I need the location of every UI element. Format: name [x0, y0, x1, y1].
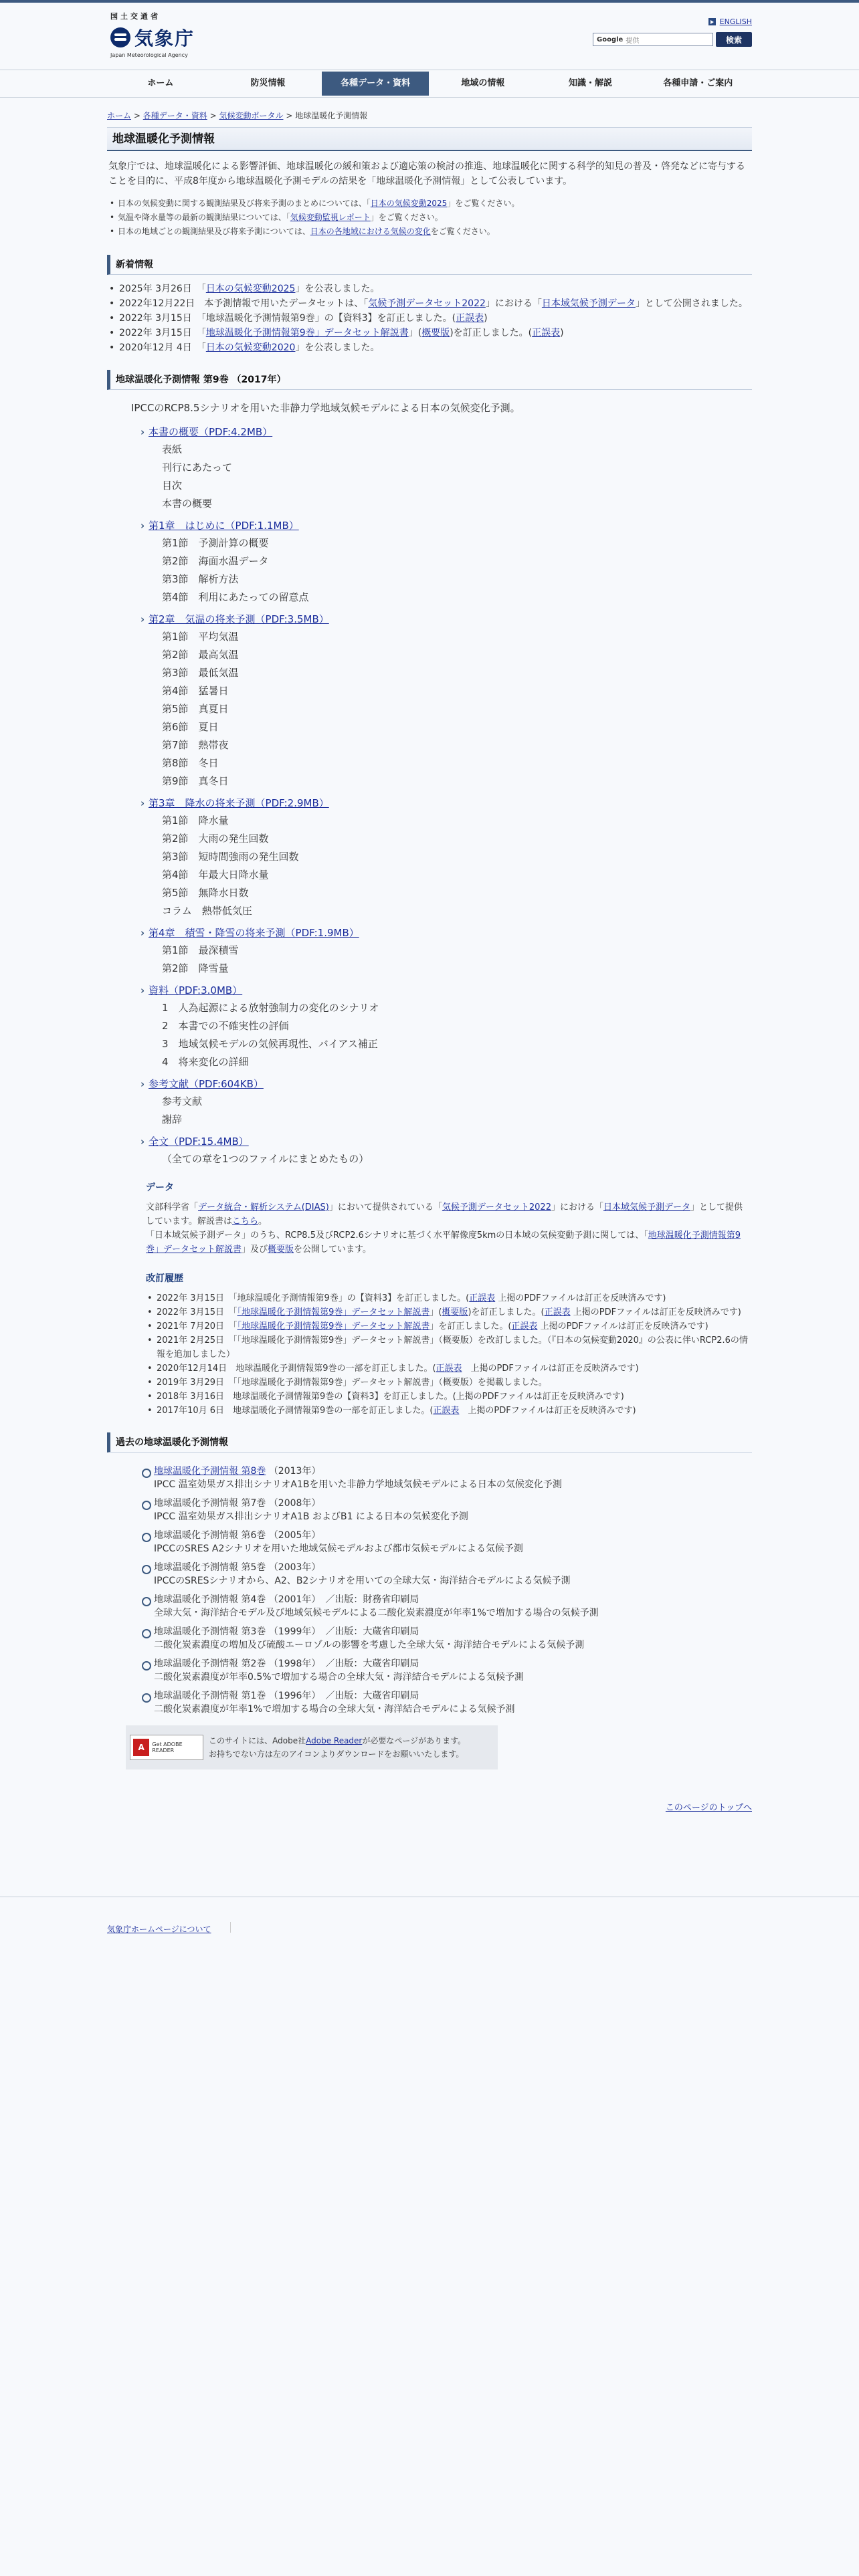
revision-item — [146, 1376, 752, 1390]
nav-item-1[interactable]: 防災情報 — [250, 78, 286, 88]
news-list — [107, 282, 752, 355]
text: 」をご覧ください。 — [370, 213, 443, 222]
page-title: 地球温暖化予測情報 — [107, 127, 752, 151]
breadcrumb-sep: > — [133, 111, 140, 120]
past-volume-title — [154, 1497, 752, 1510]
text: ) — [560, 328, 564, 338]
toc-group — [140, 1075, 752, 1129]
past-volume-item — [140, 1561, 752, 1588]
text: 「 — [201, 328, 206, 338]
past-volume-title-text: 地球温暖化予測情報 第5巻 （2003年） — [154, 1562, 321, 1573]
text: 」として提供しています。解説書は — [146, 1202, 743, 1226]
toc-subitem: 本書の概要 — [162, 498, 213, 510]
past-volume-item — [140, 1625, 752, 1652]
toc-group — [140, 611, 752, 790]
text: 「 — [233, 1321, 237, 1331]
past-volume-item — [140, 1497, 752, 1523]
global-nav — [0, 70, 859, 98]
revision-item — [146, 1404, 752, 1418]
revision-item — [146, 1362, 752, 1376]
data-paragraph-2 — [146, 1228, 745, 1257]
past-volume-title — [154, 1529, 752, 1542]
toc-group — [140, 794, 752, 920]
past-volume-title-text: 地球温暖化予測情報 第2巻 （1998年） ／出版：大蔵省印刷局 — [154, 1658, 419, 1669]
text: 日本の気候変動に関する観測結果及び将来予測のまとめについては、「 — [118, 199, 371, 208]
revision-link[interactable]: 正誤表 — [469, 1293, 496, 1303]
past-volume-desc: IPCCのSRES A2シナリオを用いた地域気候モデルおよび都市気候モデルによる気候予測 — [154, 1543, 523, 1554]
agency-name-en: Japan Meteorological Agency — [110, 52, 188, 58]
footer-about-link[interactable]: 気象庁ホームページについて — [107, 1925, 211, 1934]
toc-subitem: コラム 熱帯低気圧 — [162, 905, 252, 917]
news-date: 2022年 3月15日 — [119, 313, 192, 324]
nav-item-0[interactable]: ホーム — [147, 78, 174, 88]
news-item — [107, 296, 752, 311]
text: 日本の地域ごとの観測結果及び将来予測については、 — [118, 227, 310, 236]
past-volume-title — [154, 1657, 752, 1671]
breadcrumb-sep: > — [209, 111, 217, 120]
news-date: 2020年12月 4日 — [119, 342, 192, 353]
past-volume-desc: IPCC 温室効果ガス排出シナリオA1Bを用いた非静力学地域気候モデルによる日本の気候変化予測 — [154, 1479, 562, 1490]
revision-link[interactable]: 正誤表 — [433, 1406, 460, 1416]
text: )を訂正しました。( — [468, 1307, 545, 1317]
revision-date: 2020年12月14日 — [157, 1364, 227, 1374]
related-link[interactable]: 日本の気候変動2025 — [370, 199, 448, 208]
past-volume-title-text: 地球温暖化予測情報 第7巻 （2008年） — [154, 1498, 321, 1509]
toc-subitem: 第9節 真冬日 — [162, 775, 229, 787]
revision-item — [146, 1291, 752, 1305]
related-item — [107, 197, 752, 211]
adobe-icon: A — [133, 1739, 149, 1756]
text: )を訂正しました。( — [450, 328, 533, 338]
revision-list — [146, 1291, 752, 1418]
news-item — [107, 282, 752, 296]
toc-pdf-link[interactable]: › 全文（PDF:15.4MB） — [140, 1133, 752, 1150]
text: 」( — [408, 328, 422, 338]
toc-subitem: 第2節 降雪量 — [162, 962, 229, 974]
breadcrumb-current: 地球温暖化予測情報 — [295, 111, 368, 120]
past-heading: 過去の地球温暖化予測情報 — [107, 1432, 752, 1453]
toc-group — [140, 924, 752, 978]
toc-subitem: （全ての章を1つのファイルにまとめたもの） — [162, 1153, 369, 1165]
arrow-icon — [708, 18, 716, 25]
text: 「 — [201, 342, 206, 353]
news-link[interactable]: 気候予測データセット2022 — [368, 298, 486, 309]
text: 「「地球温暖化予測情報第9巻」データセット解説書」（概要版）を掲載しました。 — [233, 1378, 547, 1388]
related-links — [107, 197, 752, 239]
revision-date: 2021年 7月20日 — [157, 1321, 225, 1331]
toc-pdf-link[interactable]: › 第2章 気温の将来予測（PDF:3.5MB） — [140, 611, 752, 628]
data-paragraph-1 — [146, 1200, 745, 1228]
adobe-reader-link[interactable]: Adobe Reader — [306, 1736, 363, 1745]
past-volume-item — [140, 1593, 752, 1620]
text: 文部科学省「 — [146, 1202, 199, 1212]
past-volume-title — [154, 1689, 752, 1703]
toc-group — [140, 423, 752, 513]
manual-link[interactable]: こちら — [231, 1216, 258, 1226]
text: 「「地球温暖化予測情報第9巻」データセット解説書」（概要版）を改訂しました。（『日本の気候変動2020』の公表に伴いRCP2.6の情報を追加しました） — [157, 1335, 748, 1360]
related-item — [107, 211, 752, 225]
intro-text: 気象庁では、地球温暖化による影響評価、地球温暖化の緩和策および適応策の検討の推進、地球温暖化に関する科学的知見の普及・啓発などに寄与することを目的に、平成8年度から地球温暖化予測モデルの結果を「地球温暖化予測情報」として公表しています。 — [108, 161, 745, 187]
toc-pdf-link[interactable]: › 本書の概要（PDF:4.2MB） — [140, 423, 752, 441]
related-link[interactable]: 日本の各地域における気候の変化 — [310, 227, 431, 236]
past-volume-title-text: （2013年） — [268, 1466, 321, 1477]
breadcrumb — [107, 110, 752, 123]
breadcrumb-home[interactable]: ホーム — [107, 111, 132, 120]
past-volumes-list — [140, 1465, 752, 1716]
data-heading: データ — [146, 1182, 174, 1193]
toc-subitem: 表紙 — [162, 443, 183, 455]
text: 」( — [430, 1307, 442, 1317]
revision-date: 2021年 2月25日 — [157, 1335, 225, 1346]
text: 」における「 — [485, 298, 542, 309]
related-link[interactable]: 気候変動監視レポート — [290, 213, 371, 222]
toc-pdf-link[interactable]: › 第1章 はじめに（PDF:1.1MB） — [140, 517, 752, 534]
text: 地球温暖化予測情報第9巻の一部を訂正しました。( — [233, 1406, 434, 1416]
summary-link[interactable]: 概要版 — [268, 1245, 294, 1255]
revision-item — [146, 1319, 752, 1333]
past-volume-item — [140, 1689, 752, 1716]
adobe-notice — [126, 1725, 498, 1769]
past-volume-title — [154, 1465, 752, 1478]
news-link[interactable]: 日本域気候予測データ — [541, 298, 636, 309]
revision-item — [146, 1333, 752, 1362]
toc-subitem: 第6節 夏日 — [162, 721, 219, 733]
dataset-manual-link[interactable]: 地球温暖化予測情報第9巻」データセット解説書 — [146, 1230, 741, 1255]
search-input[interactable] — [593, 33, 713, 46]
toc-pdf-link[interactable]: › 第4章 積雪・降雪の将来予測（PDF:1.9MB） — [140, 924, 752, 942]
revision-link[interactable]: 正誤表 — [511, 1321, 538, 1331]
text: 」及び — [242, 1245, 268, 1255]
ministry-name: 国土交通省 — [110, 12, 161, 21]
text: 。 — [258, 1216, 267, 1226]
revision-item — [146, 1305, 752, 1319]
toc-subitem: 第1節 予測計算の概要 — [162, 537, 269, 549]
revision-link[interactable]: 「地球温暖化予測情報第9巻」データセット解説書 — [237, 1321, 430, 1331]
text: このサイトには、Adobe社 — [209, 1736, 306, 1745]
past-volume-item — [140, 1657, 752, 1684]
toc-subitem: 4 将来変化の詳細 — [162, 1056, 249, 1068]
toc-subitem: 第4節 猛暑日 — [162, 685, 229, 697]
past-volume-title-text: 地球温暖化予測情報 第1巻 （1996年） ／出版：大蔵省印刷局 — [154, 1691, 419, 1701]
toc-subitem: 第2節 海面水温データ — [162, 555, 269, 567]
past-volume-title-text: 地球温暖化予測情報 第6巻 （2005年） — [154, 1530, 321, 1541]
news-link[interactable]: 正誤表 — [532, 328, 561, 338]
past-volume-item — [140, 1465, 752, 1491]
news-date: 2022年12月22日 — [119, 298, 195, 309]
adobe-line-2: お持ちでない方は左のアイコンよりダウンロードをお願いいたします。 — [209, 1749, 464, 1759]
main-content — [107, 110, 752, 1815]
text: 上掲のPDFファイルは訂正を反映済みです) — [537, 1321, 708, 1331]
text: 」をご覧ください。 — [447, 199, 520, 208]
toc-subitem: 第1節 最深積雪 — [162, 944, 239, 956]
page-top-link-wrap — [107, 1800, 752, 1815]
toc-subitem: 1 人為起源による放射強制力の変化のシナリオ — [162, 1002, 379, 1014]
news-link[interactable]: 正誤表 — [456, 313, 484, 324]
text: 「地球温暖化予測情報第9巻」の【資料3】を訂正しました。( — [233, 1293, 470, 1303]
revision-link[interactable]: 「地球温暖化予測情報第9巻」データセット解説書 — [237, 1307, 430, 1317]
text: 上掲のPDFファイルは訂正を反映済みです) — [570, 1307, 741, 1317]
toc-pdf-link[interactable]: › 第3章 降水の将来予測（PDF:2.9MB） — [140, 794, 752, 812]
toc-group — [140, 517, 752, 607]
search-placeholder: 提供 — [626, 37, 640, 45]
text: 」として公開されました。 — [635, 298, 748, 309]
news-date: 2022年 3月15日 — [119, 328, 192, 338]
english-link-text[interactable]: ENGLISH — [719, 17, 752, 26]
past-volume-desc: 全球大気・海洋結合モデル及び地域気候モデルによる二酸化炭素濃度が年率1%で増加する場合の気候予測 — [154, 1608, 599, 1618]
jma-logo-icon — [110, 27, 130, 47]
text: 「地球温暖化予測情報第9巻」の【資料3】を訂正しました。( — [201, 313, 456, 324]
text: 「日本域気候予測データ」のうち、RCP8.5及びRCP2.6シナリオに基づく水平解像度5kmの日本域の気候変動予測に関しては、「 — [146, 1230, 648, 1241]
toc-subitem: 第4節 利用にあたっての留意点 — [162, 591, 309, 603]
toc-subitem: 第8節 冬日 — [162, 757, 219, 769]
toc-subitem: 参考文献 — [162, 1095, 203, 1107]
text: 」を訂正しました。( — [430, 1321, 512, 1331]
text: 」における「 — [551, 1202, 603, 1212]
toc-subitem: 第3節 最低気温 — [162, 667, 239, 679]
text: ) — [484, 313, 488, 324]
vol9-description: IPCCのRCP8.5シナリオを用いた非静力学地域気候モデルによる日本の気候変化予測。 — [131, 402, 520, 414]
toc-group — [140, 1133, 752, 1168]
footer-separator — [230, 1922, 231, 1933]
adobe-text — [209, 1734, 466, 1761]
breadcrumb-sep: > — [286, 111, 293, 120]
past-volume-desc: 二酸化炭素濃度の増加及び硫酸エーロゾルの影響を考慮した全球大気・海洋結合モデルによる気候予測 — [154, 1640, 585, 1650]
text: が必要なページがあります。 — [362, 1736, 466, 1745]
search-button[interactable]: 検索 — [716, 32, 752, 47]
text: 上掲のPDFファイルは訂正を反映済みです) — [462, 1364, 639, 1374]
site-header — [107, 3, 752, 70]
past-volume-title-text: 地球温暖化予測情報 第4巻 （2001年） ／出版：財務省印刷局 — [154, 1594, 419, 1605]
toc-pdf-link[interactable]: › 参考文献（PDF:604KB） — [140, 1075, 752, 1093]
revision-date: 2018年 3月16日 — [157, 1392, 225, 1402]
toc-subitem: 刊行にあたって — [162, 461, 233, 473]
toc-subitem: 第2節 最高気温 — [162, 649, 239, 661]
news-link[interactable]: 概要版 — [421, 328, 450, 338]
revision-date: 2022年 3月15日 — [157, 1307, 225, 1317]
toc-subitem: 第4節 年最大日降水量 — [162, 869, 269, 881]
breadcrumb-portal[interactable]: 気候変動ポータル — [219, 111, 284, 120]
past-volume-desc: IPCC 温室効果ガス排出シナリオA1B およびB1 による日本の気候変化予測 — [154, 1511, 468, 1522]
text: をご覧ください。 — [430, 227, 495, 236]
related-item — [107, 225, 752, 239]
site-logo[interactable] — [110, 11, 231, 58]
text: 「 — [233, 1307, 237, 1317]
toc-subitem: 第3節 短時間強雨の発生回数 — [162, 851, 299, 863]
past-volume-title — [154, 1593, 752, 1606]
toc-subitem: 第1節 降水量 — [162, 815, 229, 827]
text: を公開しています。 — [294, 1245, 372, 1255]
nav-item-4[interactable]: 知識・解説 — [569, 78, 613, 88]
text: 地球温暖化予測情報第9巻の一部を訂正しました。( — [235, 1364, 436, 1374]
past-volume-desc: 二酸化炭素濃度が年率0.5%で増加する場合の全球大気・海洋結合モデルによる気候予測 — [154, 1672, 524, 1683]
page-top-link[interactable]: このページのトップへ — [665, 1803, 752, 1813]
toc-subitem: 3 地域気候モデルの気候再現性、バイアス補正 — [162, 1038, 378, 1050]
revision-date: 2019年 3月29日 — [157, 1378, 225, 1388]
text: 」を公表しました。 — [295, 284, 380, 294]
text: 気温や降水量等の最新の観測結果については、「 — [118, 213, 290, 222]
text: 地球温暖化予測情報第9巻の【資料3】を訂正しました。(上掲のPDFファイルは訂正を反映済みです) — [233, 1392, 624, 1402]
revision-link[interactable]: 正誤表 — [436, 1364, 462, 1374]
toc-subitem: 謝辞 — [162, 1113, 183, 1125]
japan-data-link[interactable]: 日本域気候予測データ — [603, 1202, 690, 1212]
revision-date: 2022年 3月15日 — [157, 1293, 225, 1303]
toc-subitem: 第7節 熱帯夜 — [162, 739, 229, 751]
toc-subitem: 第5節 真夏日 — [162, 703, 229, 715]
news-link[interactable]: 地球温暖化予測情報第9巻」データセット解説書 — [205, 328, 409, 338]
toc-subitem: 第1節 平均気温 — [162, 631, 239, 643]
toc-subitem: 目次 — [162, 479, 183, 492]
past-volume-desc: 二酸化炭素濃度が年率1%で増加する場合の全球大気・海洋結合モデルによる気候予測 — [154, 1704, 515, 1715]
revision-link[interactable]: 正誤表 — [544, 1307, 571, 1317]
text: 上掲のPDFファイルは訂正を反映済みです) — [459, 1406, 636, 1416]
toc-subitem: 第2節 大雨の発生回数 — [162, 833, 269, 845]
revision-item — [146, 1390, 752, 1404]
text: 」において提供されている「 — [328, 1202, 442, 1212]
english-link[interactable] — [708, 17, 752, 26]
past-volume-title — [154, 1561, 752, 1574]
news-date: 2025年 3月26日 — [119, 284, 192, 294]
vol9-heading: 地球温暖化予測情報 第9巻 （2017年） — [107, 370, 752, 390]
past-volume-title-text: 地球温暖化予測情報 第3巻 （1999年） ／出版：大蔵省印刷局 — [154, 1626, 419, 1637]
news-item — [107, 326, 752, 340]
news-link[interactable]: 日本の気候変動2025 — [205, 284, 296, 294]
toc-group — [140, 982, 752, 1071]
nav-item-3[interactable]: 地域の情報 — [461, 78, 505, 88]
news-item — [107, 311, 752, 326]
google-label: Google — [597, 35, 624, 43]
nav-item-5[interactable]: 各種申請・ご案内 — [663, 78, 733, 88]
text: 上掲のPDFファイルは訂正を反映済みです) — [495, 1293, 666, 1303]
past-volume-link[interactable]: 地球温暖化予測情報 第8巻 — [154, 1466, 266, 1477]
text: 「 — [201, 284, 206, 294]
text: 」を公表しました。 — [295, 342, 380, 353]
past-volume-title — [154, 1625, 752, 1638]
text: 本予測情報で用いたデータセットは、「 — [204, 298, 369, 309]
nav-item-2[interactable]: 各種データ・資料 — [322, 72, 429, 96]
news-link[interactable]: 日本の気候変動2020 — [205, 342, 296, 353]
dias-link[interactable]: データ統合・解析システム(DIAS) — [198, 1202, 329, 1212]
agency-name: 気象庁 — [134, 27, 195, 49]
toc-pdf-link[interactable]: › 資料（PDF:3.0MB） — [140, 982, 752, 999]
revision-link[interactable]: 概要版 — [442, 1307, 468, 1317]
dataset2022-link[interactable]: 気候予測データセット2022 — [442, 1202, 551, 1212]
past-volume-desc: IPCCのSRESシナリオから、A2、B2シナリオを用いての全球大気・海洋結合モデルによる気候予測 — [154, 1576, 571, 1586]
news-heading: 新着情報 — [107, 255, 752, 275]
news-item — [107, 340, 752, 355]
revision-heading: 改訂履歴 — [146, 1273, 183, 1284]
site-search — [593, 32, 752, 47]
toc-subitem: 第5節 無降水日数 — [162, 887, 249, 899]
past-volume-item — [140, 1529, 752, 1555]
revision-date: 2017年10月 6日 — [157, 1406, 225, 1416]
vol9-toc — [140, 423, 752, 1168]
get-adobe-reader-badge[interactable] — [130, 1735, 203, 1760]
toc-subitem: 2 本書での不確実性の評価 — [162, 1020, 289, 1032]
breadcrumb-data[interactable]: 各種データ・資料 — [142, 111, 207, 120]
badge-text: Get ADOBE READER — [152, 1741, 183, 1753]
toc-subitem: 第3節 解析方法 — [162, 573, 239, 585]
